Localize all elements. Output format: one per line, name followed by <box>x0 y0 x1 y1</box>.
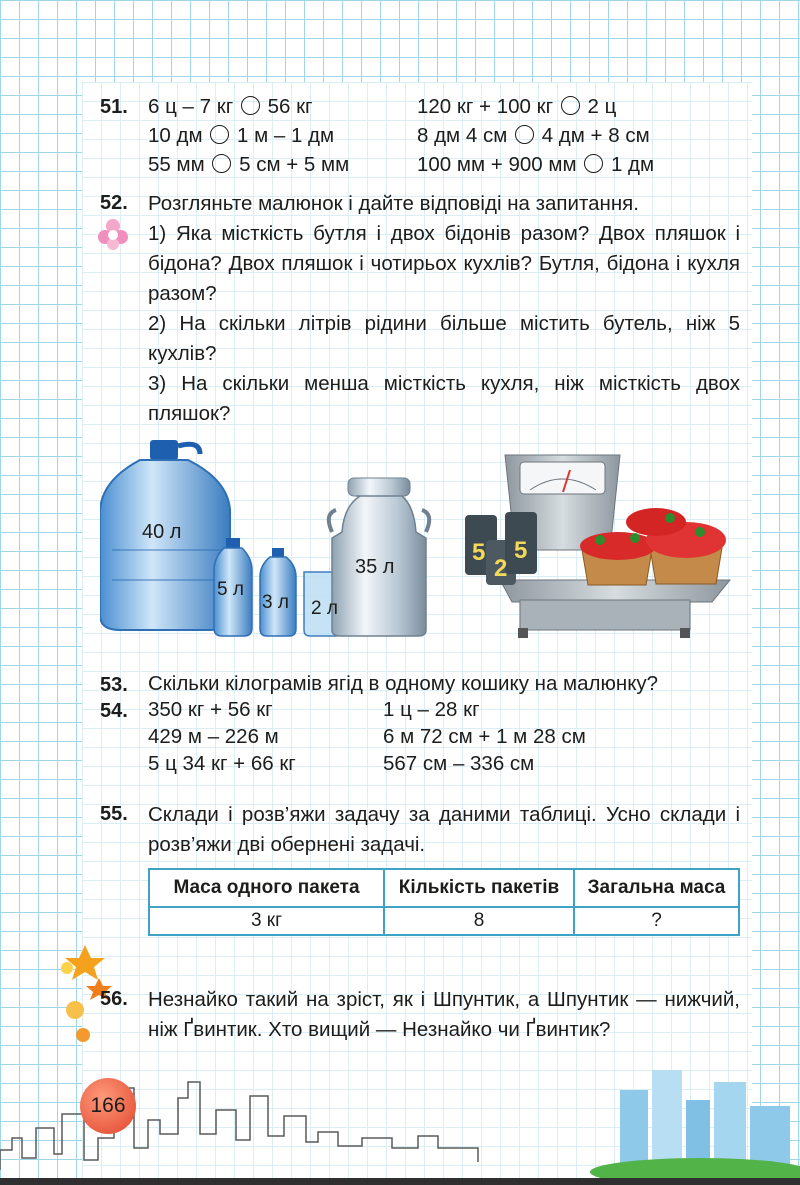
ex54-left-1: 350 кг + 56 кг <box>148 698 273 721</box>
ex54-right-3: 567 см – 336 см <box>383 752 535 775</box>
header-package-count: Кількість пакетів <box>384 869 574 907</box>
cell-package-mass: 3 кг <box>149 907 384 935</box>
weights <box>465 512 537 585</box>
cell-total-mass: ? <box>574 907 739 935</box>
header-total-mass: Загальна маса <box>574 869 739 907</box>
ex53-text: Скільки кілограмів ягід в одному кошику на малюнку? <box>148 672 659 695</box>
cell-package-count: 8 <box>384 907 574 935</box>
compare-circle <box>241 96 260 115</box>
weight-label: 2 <box>494 555 508 582</box>
weight-label: 5 <box>514 537 528 564</box>
compare-circle <box>561 96 580 115</box>
ex51-number: 51. <box>100 96 128 118</box>
weight-label: 5 <box>472 539 486 566</box>
ex56-number: 56. <box>100 988 128 1010</box>
ex54-left-3: 5 ц 34 кг + 66 кг <box>148 752 296 775</box>
ex52-question-3: 3) На скільки менша місткість кухля, ніж місткість двох пляшок? <box>148 372 740 425</box>
ex52-question-1: 1) Яка місткість бутля і двох бідонів разом? Двох пляшок і бідона? Двох пляшок і чотирьох кухлів? Бутля, бідона і кухля разом? <box>148 222 740 305</box>
label-2l: 2 л <box>311 598 338 619</box>
pair-work-icon <box>96 217 130 251</box>
scale-illustration <box>460 440 740 645</box>
ex51-right-3: 100 мм + 900 мм 1 дм <box>417 153 655 176</box>
packages-table <box>148 868 740 936</box>
ex53-number: 53. <box>100 674 128 696</box>
compare-circle <box>515 125 534 144</box>
ex51-left-3: 55 мм 5 см + 5 мм <box>148 153 350 176</box>
ex54-right-1: 1 ц – 28 кг <box>383 698 480 721</box>
label-3l: 3 л <box>262 592 289 613</box>
ex56-text: Незнайко такий на зріст, як і Шпунтик, а Шпунтик — нижчий, ніж Ґвинтик. Хто вищий — Незнайко чи Ґвинтик? <box>148 988 740 1041</box>
label-5l: 5 л <box>217 579 244 600</box>
ex55-number: 55. <box>100 803 128 825</box>
compare-circle <box>584 154 603 173</box>
label-40l: 40 л <box>142 521 182 543</box>
ex52-intro: Розгляньте малюнок і дайте відповіді на запитання. <box>148 192 639 215</box>
ex51-left-2: 10 дм 1 м – 1 дм <box>148 124 335 147</box>
compare-circle <box>210 125 229 144</box>
ex52-question-2: 2) На скільки літрів рідини більше містить бутель, ніж 5 кухлів? <box>148 312 740 365</box>
ex52-number: 52. <box>100 192 128 214</box>
ex54-left-2: 429 м – 226 м <box>148 725 279 748</box>
ex54-right-2: 6 м 72 см + 1 м 28 см <box>383 725 586 748</box>
ex51-left-1: 6 ц – 7 кг 56 кг <box>148 95 313 118</box>
page-number: 166 <box>80 1078 136 1134</box>
header-package-mass: Маса одного пакета <box>149 869 384 907</box>
label-35l: 35 л <box>355 556 395 578</box>
ex51-right-1: 120 кг + 100 кг 2 ц <box>417 95 617 118</box>
containers-illustration <box>100 430 440 650</box>
compare-circle <box>212 154 231 173</box>
ex54-number: 54. <box>100 700 128 722</box>
ex55-text: Склади і розв’яжи задачу за даними таблиці. Усно склади і розв’яжи дві обернені задачі. <box>148 803 740 856</box>
ex51-right-2: 8 дм 4 см 4 дм + 8 см <box>417 124 650 147</box>
